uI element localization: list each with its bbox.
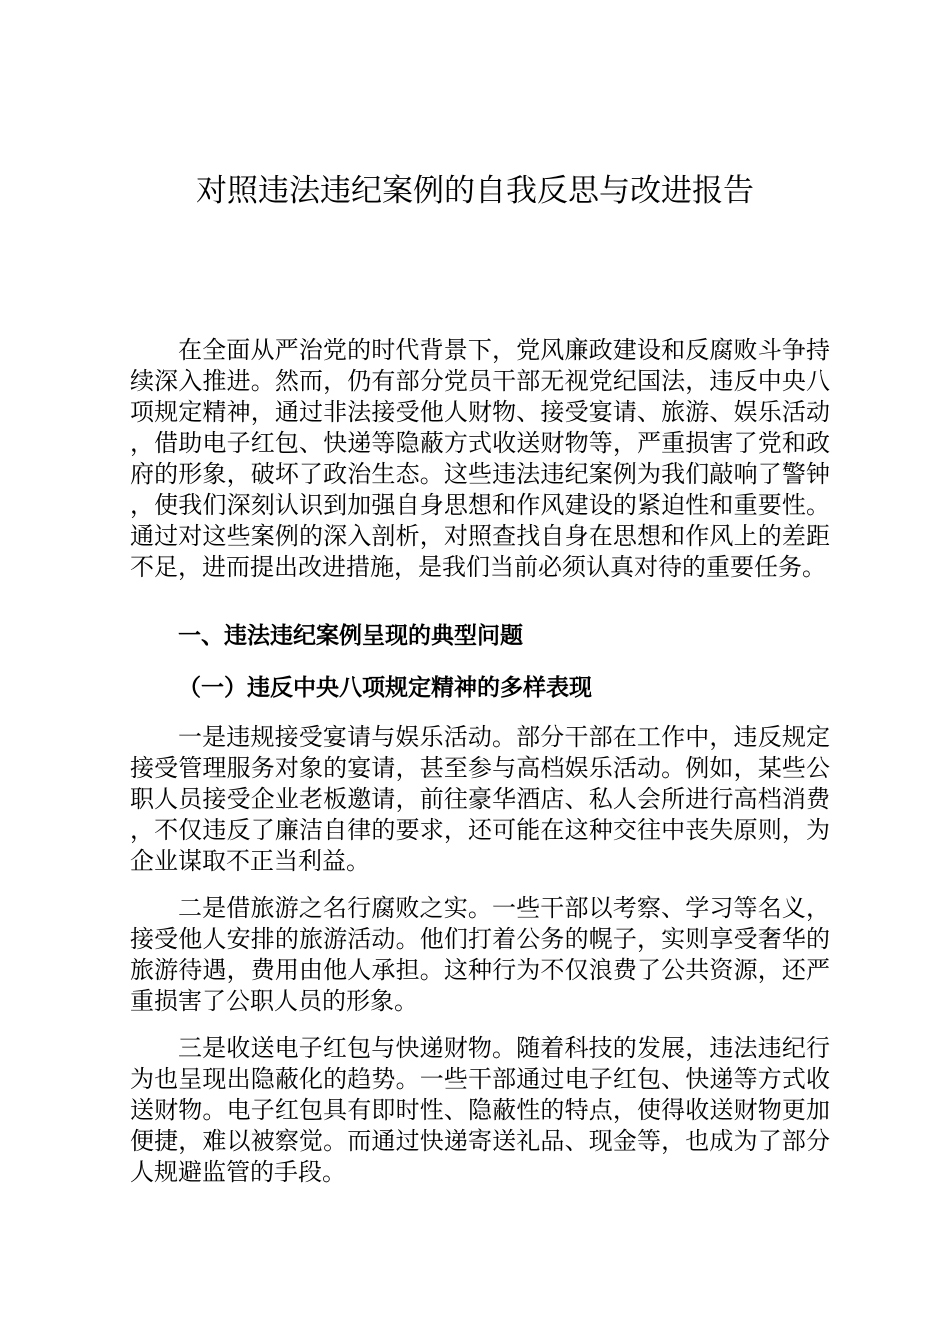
point-paragraph-1: 一是违规接受宴请与娱乐活动。部分干部在工作中，违反规定接受管理服务对象的宴请，甚至参与高档娱乐活动。例如，某些公职人员接受企业老板邀请，前往豪华酒店、私人会所进行高档消费，不仅违反了廉洁自律的要求，还可能在这种交往中丧失原则，为企业谋取不正当利益。	[130, 723, 830, 875]
document-title: 对照违法违纪案例的自我反思与改进报告	[196, 173, 754, 209]
section-heading: 一、违法违纪案例呈现的典型问题	[178, 623, 523, 649]
subsection-heading: （一）违反中央八项规定精神的多样表现	[178, 675, 592, 701]
intro-paragraph: 在全面从严治党的时代背景下，党风廉政建设和反腐败斗争持续深入推进。然而，仍有部分党员干部无视党纪国法，违反中央八项规定精神，通过非法接受他人财物、接受宴请、旅游、娱乐活动，借助电子红包、快递等隐蔽方式收送财物等，严重损害了党和政府的形象，破坏了政治生态。这些违法违纪案例为我们敲响了警钟，使我们深刻认识到加强自身思想和作风建设的紧迫性和重要性。通过对这些案例的深入剖析，对照查找自身在思想和作风上的差距不足，进而提出改进措施，是我们当前必须认真对待的重要任务。	[130, 336, 830, 581]
point-paragraph-2: 二是借旅游之名行腐败之实。一些干部以考察、学习等名义，接受他人安排的旅游活动。他们打着公务的幌子，实则享受奢华的旅游待遇，费用由他人承担。这种行为不仅浪费了公共资源，还严重损害了公职人员的形象。	[130, 894, 830, 1015]
point-paragraph-3: 三是收送电子红包与快递财物。随着科技的发展，违法违纪行为也呈现出隐蔽化的趋势。一些干部通过电子红包、快递等方式收送财物。电子红包具有即时性、隐蔽性的特点，使得收送财物更加便捷，难以被察觉。而通过快递寄送礼品、现金等，也成为了部分人规避监管的手段。	[130, 1034, 830, 1186]
